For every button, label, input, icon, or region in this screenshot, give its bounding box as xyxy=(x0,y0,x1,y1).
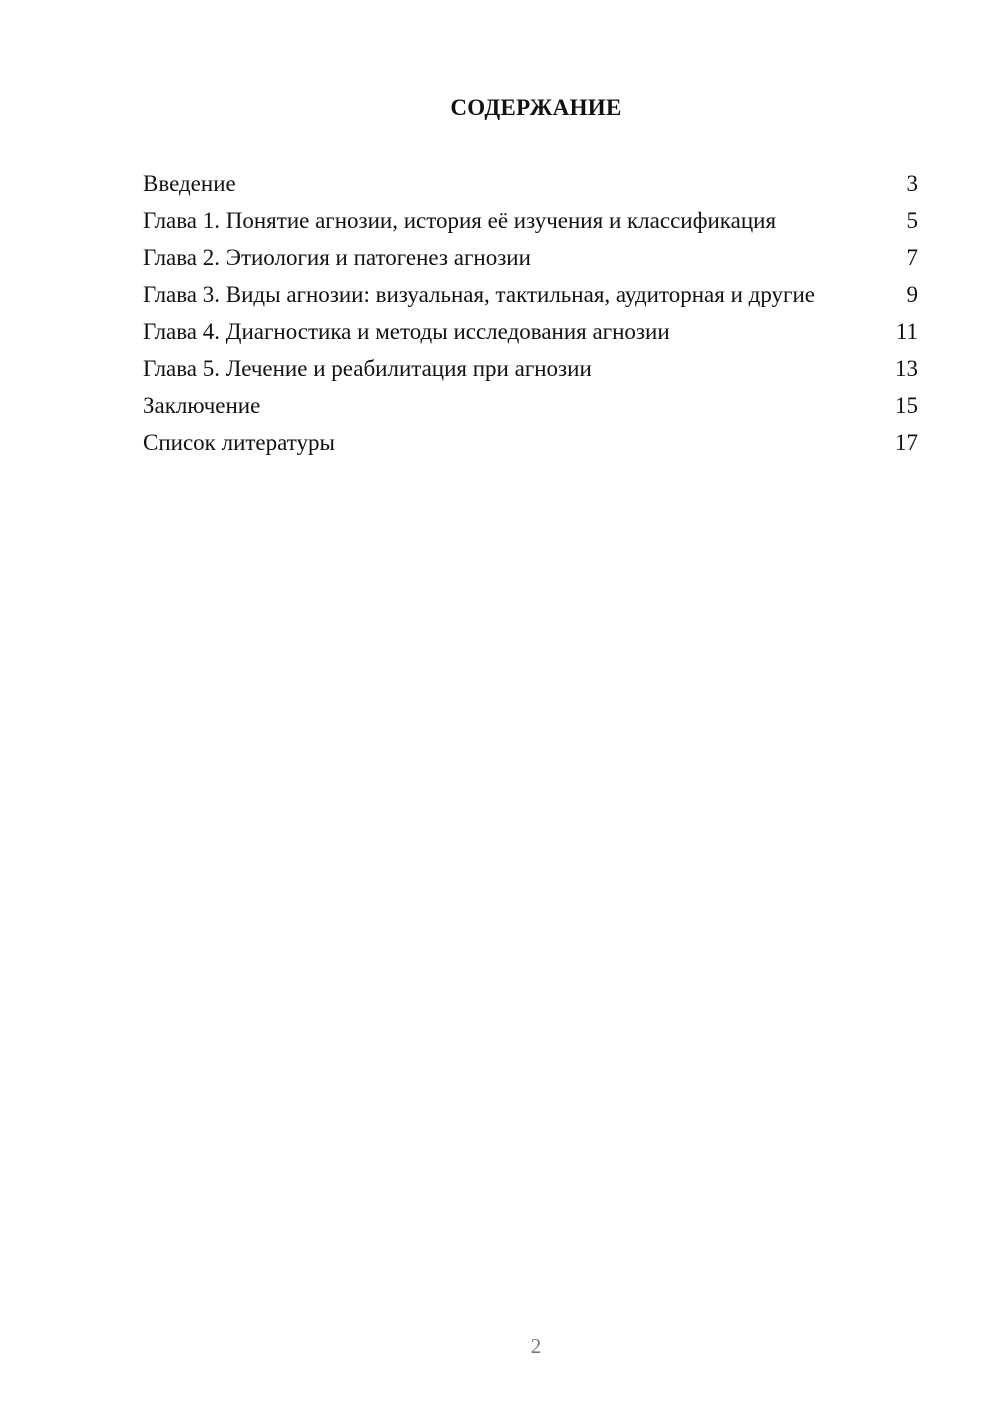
table-of-contents xyxy=(143,170,918,466)
toc-entry-chapter-2[interactable] xyxy=(143,244,918,271)
toc-entry-chapter-1[interactable] xyxy=(143,207,918,234)
toc-entry-page: 11 xyxy=(895,319,918,344)
toc-entry-page: 7 xyxy=(906,245,918,270)
page-number: 2 xyxy=(530,1334,542,1358)
toc-entry-chapter-4[interactable] xyxy=(143,318,918,345)
toc-entry-label: Глава 3. Виды агнозии: визуальная, тактильная, аудиторная и другие xyxy=(143,282,815,307)
toc-entry-page: 17 xyxy=(895,430,918,455)
toc-entry-label: Введение xyxy=(143,171,236,196)
toc-entry-label: Глава 2. Этиология и патогенез агнозии xyxy=(143,245,531,270)
toc-entry-chapter-5[interactable] xyxy=(143,355,918,382)
toc-entry-introduction[interactable] xyxy=(143,170,918,197)
toc-entry-page: 9 xyxy=(906,282,918,307)
page-title: СОДЕРЖАНИЕ xyxy=(450,95,622,120)
toc-entry-page: 3 xyxy=(906,171,918,196)
toc-entry-label: Заключение xyxy=(143,393,261,418)
toc-entry-page: 13 xyxy=(895,356,918,381)
toc-entry-label: Список литературы xyxy=(143,430,335,455)
toc-entry-references[interactable] xyxy=(143,429,918,456)
toc-entry-chapter-3[interactable] xyxy=(143,281,918,308)
toc-entry-page: 5 xyxy=(906,208,918,233)
toc-entry-label: Глава 1. Понятие агнозии, история её изучения и классификация xyxy=(143,208,777,233)
toc-entry-conclusion[interactable] xyxy=(143,392,918,419)
toc-entry-page: 15 xyxy=(895,393,918,418)
toc-entry-label: Глава 4. Диагностика и методы исследования агнозии xyxy=(143,319,670,344)
toc-entry-label: Глава 5. Лечение и реабилитация при агнозии xyxy=(143,356,592,381)
